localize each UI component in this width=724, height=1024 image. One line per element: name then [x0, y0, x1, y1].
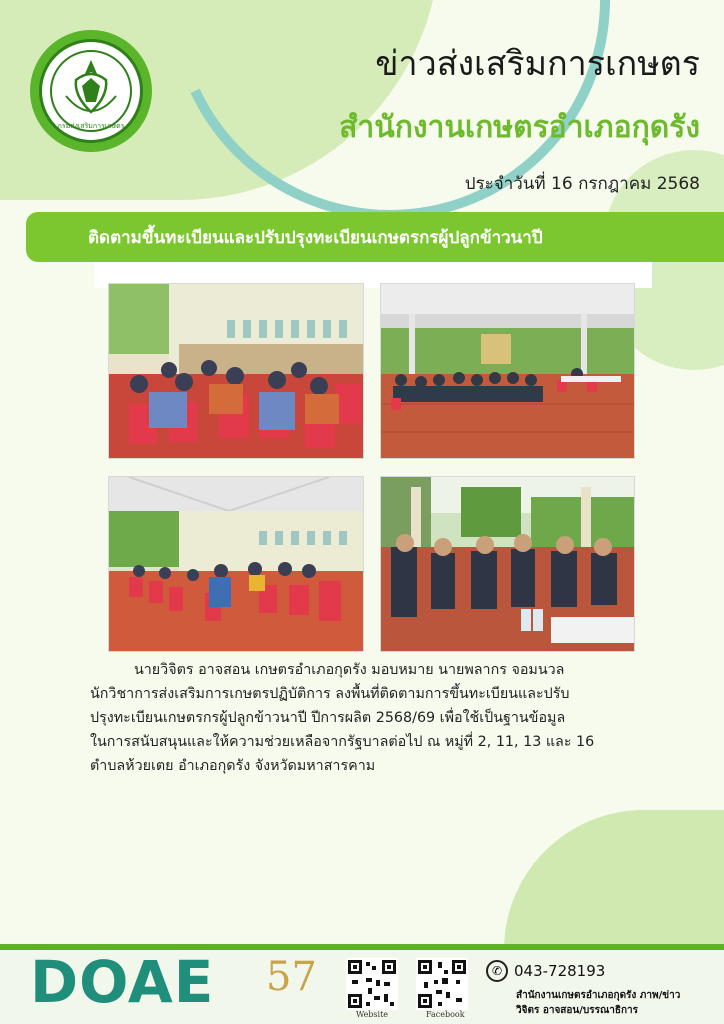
website-qr-code-icon[interactable]	[346, 958, 398, 1010]
credit-block	[516, 988, 680, 1018]
phone-icon: ✆	[486, 960, 508, 982]
page-title: ข่าวส่งเสริมการเกษตร	[375, 44, 700, 84]
photo-meeting-2	[380, 283, 635, 459]
facebook-qr-label: Facebook	[426, 1010, 465, 1019]
doae-seal-icon	[30, 30, 152, 152]
publish-date: ประจำวันที่ 16 กรกฎาคม 2568	[464, 174, 700, 194]
article-body	[90, 658, 650, 778]
facebook-qr-code-icon[interactable]	[416, 958, 468, 1010]
article-line: ปรุงทะเบียนเกษตรกรผู้ปลูกข้าวนาปี ปีการผลิต 2568/69 เพื่อใช้เป็นฐานข้อมูล	[90, 710, 566, 726]
article-line: ตำบลห้วยเตย อำเภอกุดรัง จังหวัดมหาสารคาม	[90, 758, 376, 774]
website-qr-label: Website	[356, 1010, 389, 1019]
headline-text: ติดตามขึ้นทะเบียนและปรับปรุงทะเบียนเกษตรกรผู้ปลูกข้าวนาปี	[88, 227, 543, 248]
contact-phone[interactable]	[486, 960, 605, 982]
phone-number: 043-728193	[514, 962, 606, 980]
logo-text: กรมส่งเสริมการเกษตร	[57, 122, 125, 130]
photo-meeting-1	[108, 283, 364, 459]
credit-line: วิจิตร อาจสอน/บรรณาธิการ	[516, 1005, 639, 1016]
article-line: นักวิชาการส่งเสริมการเกษตรปฏิบัติการ ลงพื้นที่ติดตามการขึ้นทะเบียนและปรับ	[90, 686, 570, 702]
headline-banner	[26, 212, 724, 262]
photo-meeting-4	[380, 476, 635, 652]
page-subtitle: สำนักงานเกษตรอำเภอกุดรัง	[339, 110, 700, 145]
photo-meeting-3	[108, 476, 364, 652]
article-line: นายวิจิตร อาจสอน เกษตรอำเภอกุดรัง มอบหมาย นายพลากร จอมนวล	[134, 662, 565, 678]
article-line: ในการสนับสนุนและให้ความช่วยเหลือจากรัฐบาลต่อไป ณ หมู่ที่ 2, 11, 13 และ 16	[90, 734, 595, 750]
doae-brand: DOAE	[30, 948, 215, 1016]
credit-line: สำนักงานเกษตรอำเภอกุดรัง ภาพ/ข่าว	[516, 990, 681, 1001]
anniversary-number: 57	[266, 954, 317, 1000]
